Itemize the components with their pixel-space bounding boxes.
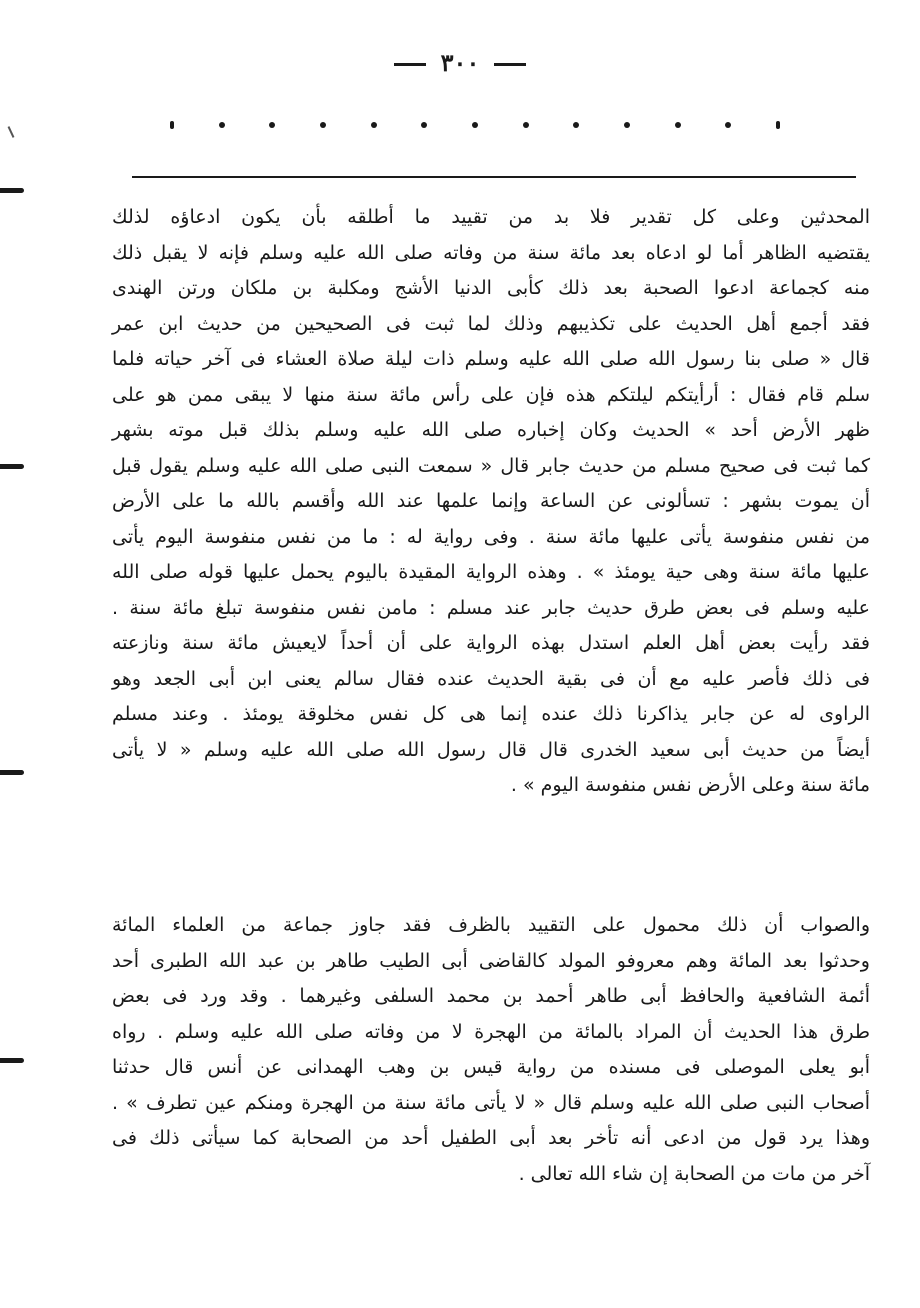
paragraph-1 bbox=[112, 200, 870, 804]
text-line: فى ذلك فأصر عليه مع أن فى بقية الحديث عنده فقال سالم يعنى ابن أبى الجعد وهو bbox=[112, 667, 870, 690]
text-line: فقد أجمع أهل الحديث على تكذيبهم وذلك لما ثبت فى الصحيحين من حديث ابن عمر bbox=[112, 312, 870, 335]
header-dash bbox=[494, 63, 526, 66]
text-line: منه كجماعة ادعوا الصحبة بعد ذلك كأبى الدنيا الأشج ومكلبة بن ملكان ورتن الهندى bbox=[112, 277, 870, 299]
text-line: آخر من مات من الصحابة إن شاء الله تعالى . bbox=[518, 1162, 870, 1185]
margin-binding-mark bbox=[0, 188, 24, 193]
header-dash bbox=[394, 63, 426, 66]
text-line: عليه وسلم فى بعض طرق حديث جابر عند مسلم : مامن نفس منفوسة تبلغ مائة سنة . bbox=[112, 596, 870, 619]
margin-binding-mark bbox=[0, 464, 24, 469]
margin-binding-mark bbox=[0, 770, 24, 775]
ornament-dot bbox=[725, 122, 731, 128]
margin-tick-mark bbox=[8, 126, 15, 138]
margin-binding-mark bbox=[0, 1058, 24, 1063]
ornament-dot bbox=[573, 122, 579, 128]
ornament-dot bbox=[675, 122, 681, 128]
text-line: أيضاً من حديث أبى سعيد الخدرى قال قال رسول الله صلى الله عليه وسلم « لا يأتى bbox=[112, 738, 870, 761]
ornament-dot bbox=[421, 122, 427, 128]
ornament-divider bbox=[170, 117, 780, 133]
text-line: أن يموت بشهر : تسألونى عن الساعة وإنما علمها عند الله وأقسم بالله ما على الأرض bbox=[112, 490, 870, 512]
text-line: المحدثين وعلى كل تقدير فلا بد من تقييد ما أطلقه بأن يكون ادعاؤه لذلك bbox=[112, 206, 870, 228]
text-line: أئمة الشافعية والحافظ أبى طاهر أحمد بن محمد السلفى وغيرهما . وقد ورد فى بعض bbox=[112, 985, 870, 1007]
text-line: قال « صلى بنا رسول الله صلى الله عليه وسلم ذات ليلة صلاة العشاء فى آخر حياته فلما bbox=[112, 348, 870, 370]
text-line: كما ثبت فى صحيح مسلم من حديث جابر قال « سمعت النبى صلى الله عليه وسلم يقول قبل bbox=[112, 454, 870, 477]
text-line: أصحاب النبى صلى الله عليه وسلم قال « لا يأتى مائة سنة من الهجرة ومنكم عين تطرف » . bbox=[112, 1091, 870, 1114]
ornament-dot bbox=[170, 121, 174, 129]
paragraph-2 bbox=[112, 908, 870, 1192]
text-line: ظهر الأرض أحد » الحديث وكان إخباره صلى الله عليه وسلم بذلك قبل موته بشهر bbox=[112, 419, 870, 441]
ornament-dot bbox=[371, 122, 377, 128]
ornament-dot bbox=[219, 122, 225, 128]
page-header bbox=[0, 48, 920, 78]
text-line: والصواب أن ذلك محمول على التقييد بالظرف فقد جاوز جماعة من العلماء المائة bbox=[112, 914, 870, 936]
text-line: يقتضيه الظاهر أما لو ادعاه بعد مائة سنة من وفاته صلى الله عليه وسلم فإنه لا يقبل ذلك bbox=[112, 241, 870, 264]
ornament-dot bbox=[320, 122, 326, 128]
header-rule bbox=[132, 176, 856, 178]
ornament-dot bbox=[624, 122, 630, 128]
text-line: عليها مائة سنة وهى حية يومئذ » . وهذه الرواية المقيدة باليوم يحمل عليها قوله صلى الله bbox=[112, 561, 870, 583]
ornament-dot bbox=[776, 121, 780, 129]
ornament-dot bbox=[472, 122, 478, 128]
text-line: أبو يعلى الموصلى فى مسنده من رواية قيس بن وهب الهمدانى عن أنس قال حدثنا bbox=[112, 1056, 870, 1078]
text-line: فقد رأيت بعض أهل العلم استدل بهذه الرواية على أن أحداً لايعيش مائة سنة ونازعته bbox=[112, 632, 870, 654]
ornament-dot bbox=[269, 122, 275, 128]
text-line: مائة سنة وعلى الأرض نفس منفوسة اليوم » . bbox=[510, 774, 870, 796]
text-line: من نفس منفوسة يأتى عليها مائة سنة . وفى رواية له : ما من نفس منفوسة اليوم يأتى bbox=[112, 525, 870, 548]
page-number: ٣٠٠ bbox=[440, 48, 480, 77]
text-line: الراوى له عن جابر يذاكرنا ذلك عنده إنما هى كل نفس مخلوقة يومئذ . وعند مسلم bbox=[112, 703, 870, 725]
text-line: وهذا يرد قول من ادعى أنه تأخر بعد أبى الطفيل أحد من الصحابة كما سيأتى ذلك فى bbox=[112, 1127, 870, 1149]
text-line: طرق هذا الحديث أن المراد بالمائة من الهجرة لا من وفاته صلى الله عليه وسلم . رواه bbox=[112, 1020, 870, 1043]
ornament-dot bbox=[523, 122, 529, 128]
text-line: وحدثوا بعد المائة وهم معروفو المولد كالقاضى أبى الطيب طاهر بن عبد الله الطبرى أحد bbox=[112, 949, 870, 972]
text-line: سلم قام فقال : أرأيتكم ليلتكم هذه فإن على رأس مائة سنة منها لا يبقى ممن هو على bbox=[112, 383, 870, 406]
